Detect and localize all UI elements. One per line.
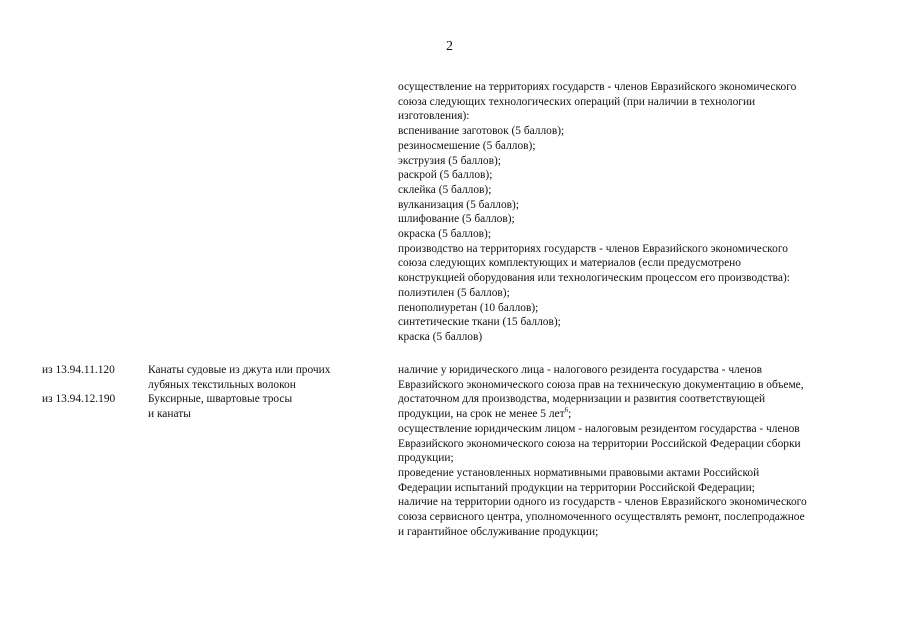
text-line: изготовления): <box>398 110 470 123</box>
text-line: Евразийского экономического союза на территории Российской Федерации сборки <box>398 437 801 450</box>
technological-operations-block <box>398 80 878 345</box>
footnote-marker: 6 <box>564 406 569 415</box>
production-conditions-block <box>398 363 878 539</box>
text-line: Федерации испытаний продукции на территории Российской Федерации; <box>398 481 755 494</box>
text-line: союза сервисного центра, уполномоченного осуществлять ремонт, послепродажное <box>398 511 805 524</box>
text-line: наличие у юридического лица - налогового резидента государства - членов <box>398 364 762 376</box>
text-line: союза следующих комплектующих и материалов (если предусмотрено <box>398 257 741 270</box>
text-line: достаточном для производства, модернизации и развития соответствующей <box>398 393 766 406</box>
text-line: пенополиуретан (10 баллов); <box>398 301 539 314</box>
text-line: наличие на территории одного из государств - членов Евразийского экономического <box>398 496 807 509</box>
text-line: производство на территориях государств - членов Евразийского экономического <box>398 242 788 255</box>
product-description <box>148 392 292 421</box>
text-line: раскрой (5 баллов); <box>398 169 493 182</box>
text-line: синтетические ткани (15 баллов); <box>398 316 561 329</box>
text-line <box>398 407 878 422</box>
text-line: лубяных текстильных волокон <box>148 378 296 391</box>
text-line: Канаты судовые из джута или прочих <box>148 364 331 376</box>
text-line: склейка (5 баллов); <box>398 183 492 196</box>
text-line: Евразийского экономического союза прав на техническую документацию в объеме, <box>398 378 804 391</box>
okpd-code: из 13.94.12.190 <box>42 393 116 405</box>
text-line: конструкцией оборудования или технологическим процессом его производства): <box>398 272 790 285</box>
text-line: союза следующих технологических операций (при наличии в технологии <box>398 95 756 108</box>
text-line: полиэтилен (5 баллов); <box>398 286 510 299</box>
text-line: краска (5 баллов) <box>398 330 483 343</box>
okpd-code: из 13.94.11.120 <box>42 364 115 376</box>
text-line: шлифование (5 баллов); <box>398 213 515 226</box>
text-line: вспенивание заготовок (5 баллов); <box>398 125 565 138</box>
text-fragment: продукции, на срок не менее 5 лет <box>398 408 565 421</box>
text-line: экструзия (5 баллов); <box>398 154 501 167</box>
page-number: 2 <box>446 39 453 54</box>
product-description <box>148 363 330 392</box>
text-line: осуществление на территориях государств - членов Евразийского экономического <box>398 81 797 93</box>
text-line: проведение установленных нормативными правовыми актами Российской <box>398 466 760 479</box>
text-line: осуществление юридическим лицом - налоговым резидентом государства - членов <box>398 422 800 435</box>
text-line: вулканизация (5 баллов); <box>398 198 519 211</box>
text-line: продукции; <box>398 452 454 465</box>
text-line: и гарантийное обслуживание продукции; <box>398 525 599 538</box>
text-line: резиносмешение (5 баллов); <box>398 139 536 152</box>
text-line: и канаты <box>148 407 191 420</box>
text-fragment: ; <box>568 408 572 421</box>
text-line: Буксирные, швартовые тросы <box>148 393 293 405</box>
text-line: окраска (5 баллов); <box>398 228 491 241</box>
